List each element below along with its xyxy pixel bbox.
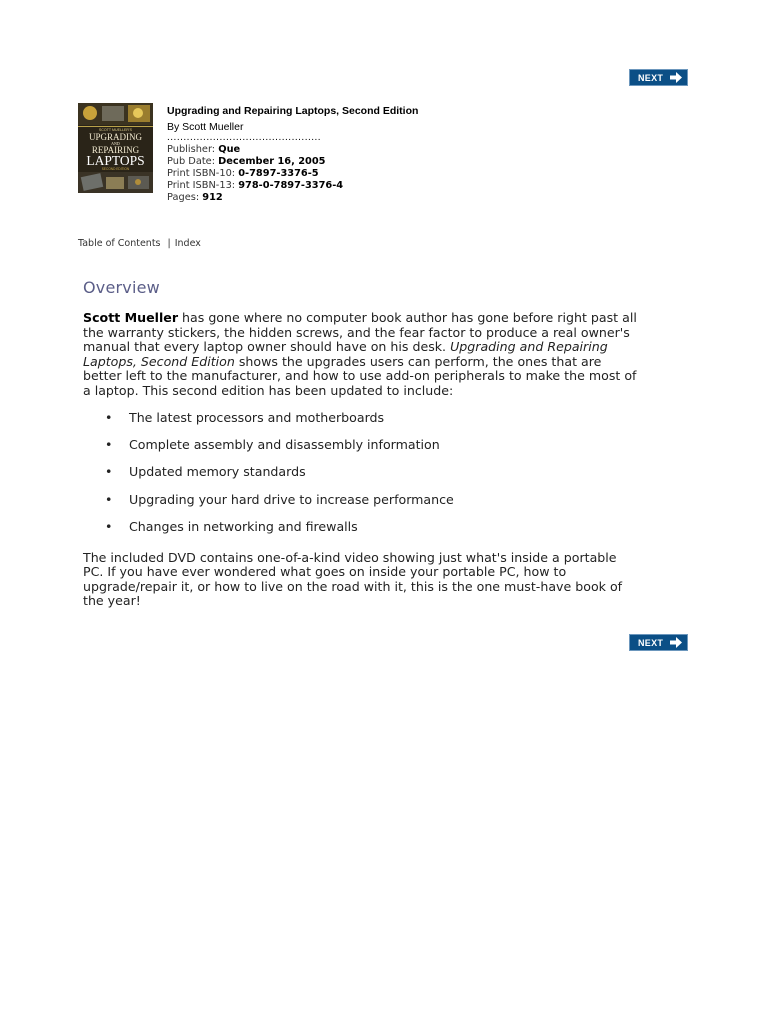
list-item [83,438,639,465]
next-button-bottom[interactable] [629,634,688,651]
pages-value: 912 [202,192,223,203]
isbn10-value: 0-7897-3376-5 [238,168,319,179]
p1-text-a: has gone where no computer book author has gone before right past all the warranty stickers, the hidden screws, and the fear factor to produce a real owner's manual that every laptop owner should have on his desk. [83,310,637,355]
cover-edition: SECOND EDITION [101,167,130,171]
cover-line2: AND [111,141,120,146]
overview-content [83,311,639,609]
book-metadata [167,104,487,204]
publisher-value: Que [218,144,241,155]
list-item-text: The latest processors and motherboards [129,409,385,425]
feature-list [83,411,639,548]
author-name: Scott Mueller [83,310,179,325]
isbn10-label: Print ISBN-10: [167,168,236,179]
p1-text-b: shows the upgrades users can perform, the ones that are better left to the manufacturer, and how to use add-on peripherals to make the most of a laptop. This second edition has been updated to include: [83,353,637,398]
arrow-right-icon [670,637,682,648]
isbn13-row [167,180,487,192]
list-item [83,520,639,547]
pub-date-row [167,156,487,168]
cover-line1: UPGRADING [88,132,143,142]
next-label: NEXT [638,637,664,648]
bullet-icon: • [105,491,113,507]
isbn10-row [167,168,487,180]
list-item-text: Upgrading your hard drive to increase performance [129,491,454,507]
pages-label: Pages: [167,192,200,203]
list-item [83,411,639,438]
list-item-text: Complete assembly and disassembly information [129,436,440,452]
list-item [83,465,639,492]
index-link[interactable]: Index [174,238,201,249]
table-of-contents-link[interactable]: Table of Contents [78,238,161,249]
publisher-label: Publisher: [167,144,216,155]
publisher-row [167,144,487,156]
bullet-icon: • [105,409,113,425]
cover-line3: REPAIRING [91,145,140,155]
next-label: NEXT [638,72,664,83]
metadata-separator: ............................................... [167,134,322,143]
list-item [83,493,639,520]
bullet-icon: • [105,464,113,480]
list-item-text: Updated memory standards [129,464,306,480]
book-title: Upgrading and Repairing Laptops, Second Edition [167,105,419,117]
pages-row [167,192,487,204]
pub-date-label: Pub Date: [167,156,215,167]
arrow-right-icon [670,72,682,83]
toc-links [78,238,201,249]
cover-series: SCOTT MUELLER'S [98,128,133,132]
bullet-icon: • [105,436,113,452]
link-separator: | [167,238,171,249]
book-author: By Scott Mueller [167,121,244,133]
list-item-text: Changes in networking and firewalls [129,519,358,535]
cover-line4: LAPTOPS [86,153,145,168]
next-button-top[interactable] [629,69,688,86]
overview-heading: Overview [83,278,160,297]
book-title-italic: Upgrading and Repairing Laptops, Second Edition [83,339,608,369]
isbn13-value: 978-0-7897-3376-4 [238,180,344,191]
isbn13-label: Print ISBN-13: [167,180,236,191]
book-cover-image [78,103,153,193]
bullet-icon: • [105,519,113,535]
overview-paragraph-1 [83,311,639,399]
pub-date-value: December 16, 2005 [218,156,326,167]
overview-paragraph-2: The included DVD contains one-of-a-kind video showing just what's inside a portable PC. If you have ever wondered what goes on inside your portable PC, how to upgrade/repair it, or how to live on the road with it, this is the one must-have book of the year! [83,549,623,609]
